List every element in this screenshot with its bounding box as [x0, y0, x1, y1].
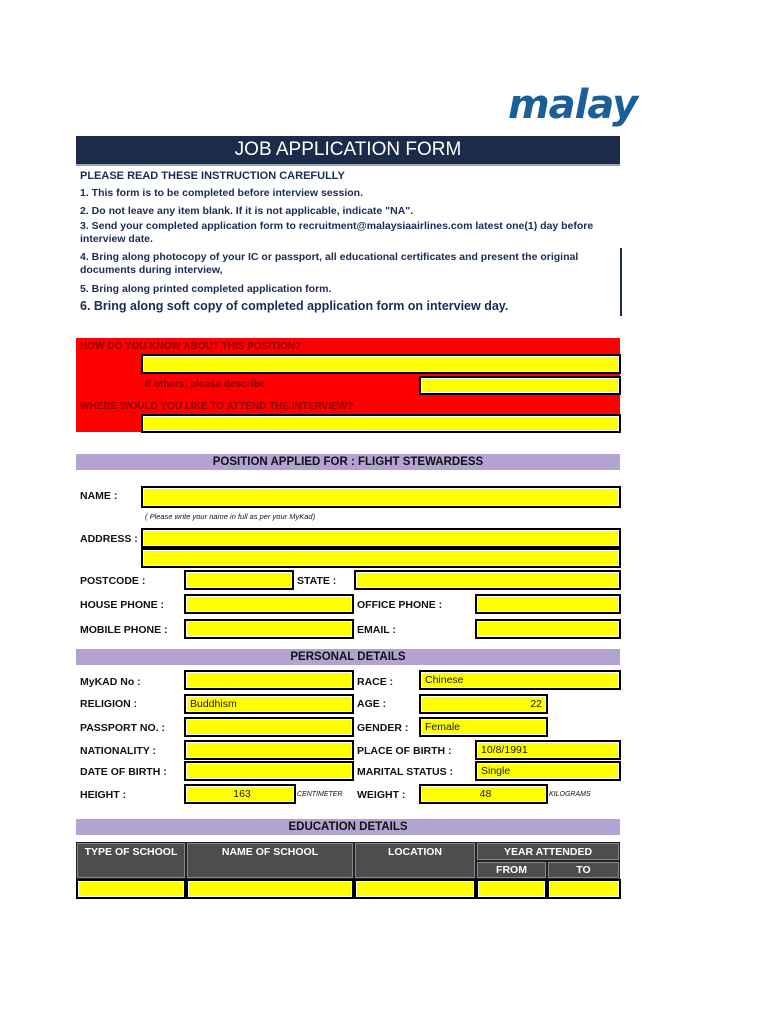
height-label: HEIGHT : — [80, 789, 127, 801]
name-input[interactable] — [142, 487, 620, 507]
instruction-1: 1. This form is to be completed before interview session. — [80, 187, 363, 199]
mobile-phone-label: MOBILE PHONE : — [80, 624, 168, 636]
name-note: ( Please write your name in full as per your MyKad) — [145, 512, 316, 521]
office-phone-input[interactable] — [476, 595, 620, 613]
col-location: LOCATION — [354, 842, 476, 879]
date-of-birth-input[interactable] — [185, 762, 353, 780]
edu-from-input[interactable] — [477, 880, 546, 898]
col-name-of-school: NAME OF SCHOOL — [186, 842, 354, 879]
state-input[interactable] — [355, 571, 620, 589]
mykad-input[interactable] — [185, 671, 353, 689]
how-know-input[interactable] — [142, 355, 620, 373]
place-of-birth-label: PLACE OF BIRTH : — [357, 745, 452, 757]
name-label: NAME : — [80, 490, 118, 502]
postcode-label: POSTCODE : — [80, 575, 146, 587]
divider-line — [620, 248, 622, 316]
col-type-of-school: TYPE OF SCHOOL — [76, 842, 186, 879]
marital-status-label: MARITAL STATUS : — [357, 766, 454, 778]
email-label: EMAIL : — [357, 624, 396, 636]
instruction-4: 4. Bring along photocopy of your IC or passport, all educational certificates and present the original documents during interview, — [80, 251, 579, 276]
edu-name-input[interactable] — [187, 880, 353, 898]
mykad-label: MyKAD No : — [80, 676, 141, 688]
instruction-6: 6. Bring along soft copy of completed application form on interview day. — [80, 299, 509, 313]
nationality-label: NATIONALITY : — [80, 745, 157, 757]
address-line1-input[interactable] — [142, 529, 620, 547]
religion-label: RELIGION : — [80, 698, 138, 710]
nationality-input[interactable] — [185, 741, 353, 759]
edu-to-input[interactable] — [548, 880, 620, 898]
col-year-attended: YEAR ATTENDED — [476, 842, 620, 861]
others-describe-input[interactable] — [420, 377, 620, 394]
address-label: ADDRESS : — [80, 533, 138, 545]
gender-input[interactable]: Female — [420, 718, 547, 736]
date-of-birth-label: DATE OF BIRTH : — [80, 766, 167, 778]
education-details-band: EDUCATION DETAILS — [76, 819, 620, 835]
age-input[interactable]: 22 — [420, 695, 547, 713]
question-where-interview: WHERE WOULD YOU LIKE TO ATTEND THE INTERVIEW? — [80, 401, 354, 412]
weight-label: WEIGHT : — [357, 789, 406, 801]
age-label: AGE : — [357, 698, 387, 710]
state-label: STATE : — [297, 575, 337, 587]
question-how-know: HOW DO YOU KNOW ABOUT THIS POSITION? — [80, 341, 302, 352]
form-title: JOB APPLICATION FORM — [76, 136, 620, 166]
email-input[interactable] — [476, 620, 620, 638]
passport-label: PASSPORT NO. : — [80, 722, 165, 734]
question-others: If others, please describe — [145, 379, 266, 390]
personal-details-band: PERSONAL DETAILS — [76, 649, 620, 665]
race-label: RACE : — [357, 676, 394, 688]
marital-status-input[interactable]: Single — [476, 762, 620, 780]
interview-location-input[interactable] — [142, 415, 620, 432]
col-to: TO — [547, 861, 620, 879]
house-phone-label: HOUSE PHONE : — [80, 599, 165, 611]
height-input[interactable]: 163 — [185, 785, 295, 803]
edu-location-input[interactable] — [355, 880, 475, 898]
gender-label: GENDER : — [357, 722, 409, 734]
col-from: FROM — [476, 861, 547, 879]
race-input[interactable]: Chinese — [420, 671, 620, 689]
weight-input[interactable]: 48 — [420, 785, 547, 803]
instruction-2: 2. Do not leave any item blank. If it is not applicable, indicate "NA". — [80, 205, 414, 217]
instruction-3: 3. Send your completed application form to recruitment@malaysiaairlines.com latest one(1) day before interview date. — [80, 220, 594, 245]
position-applied-band: POSITION APPLIED FOR : FLIGHT STEWARDESS — [76, 454, 620, 470]
mobile-phone-input[interactable] — [185, 620, 353, 638]
instructions-heading: PLEASE READ THESE INSTRUCTION CAREFULLY — [80, 170, 345, 182]
edu-type-input[interactable] — [77, 880, 185, 898]
address-line2-input[interactable] — [142, 549, 620, 567]
passport-input[interactable] — [185, 718, 353, 736]
office-phone-label: OFFICE PHONE : — [357, 599, 443, 611]
place-of-birth-input[interactable]: 10/8/1991 — [476, 741, 620, 759]
airline-logo: malay — [508, 82, 638, 128]
house-phone-input[interactable] — [185, 595, 353, 613]
postcode-input[interactable] — [185, 571, 293, 589]
religion-input[interactable]: Buddhism — [185, 695, 353, 713]
instruction-5: 5. Bring along printed completed application form. — [80, 283, 332, 295]
weight-unit: KILOGRAMS — [549, 791, 591, 798]
height-unit: CENTIMETER — [297, 791, 343, 798]
